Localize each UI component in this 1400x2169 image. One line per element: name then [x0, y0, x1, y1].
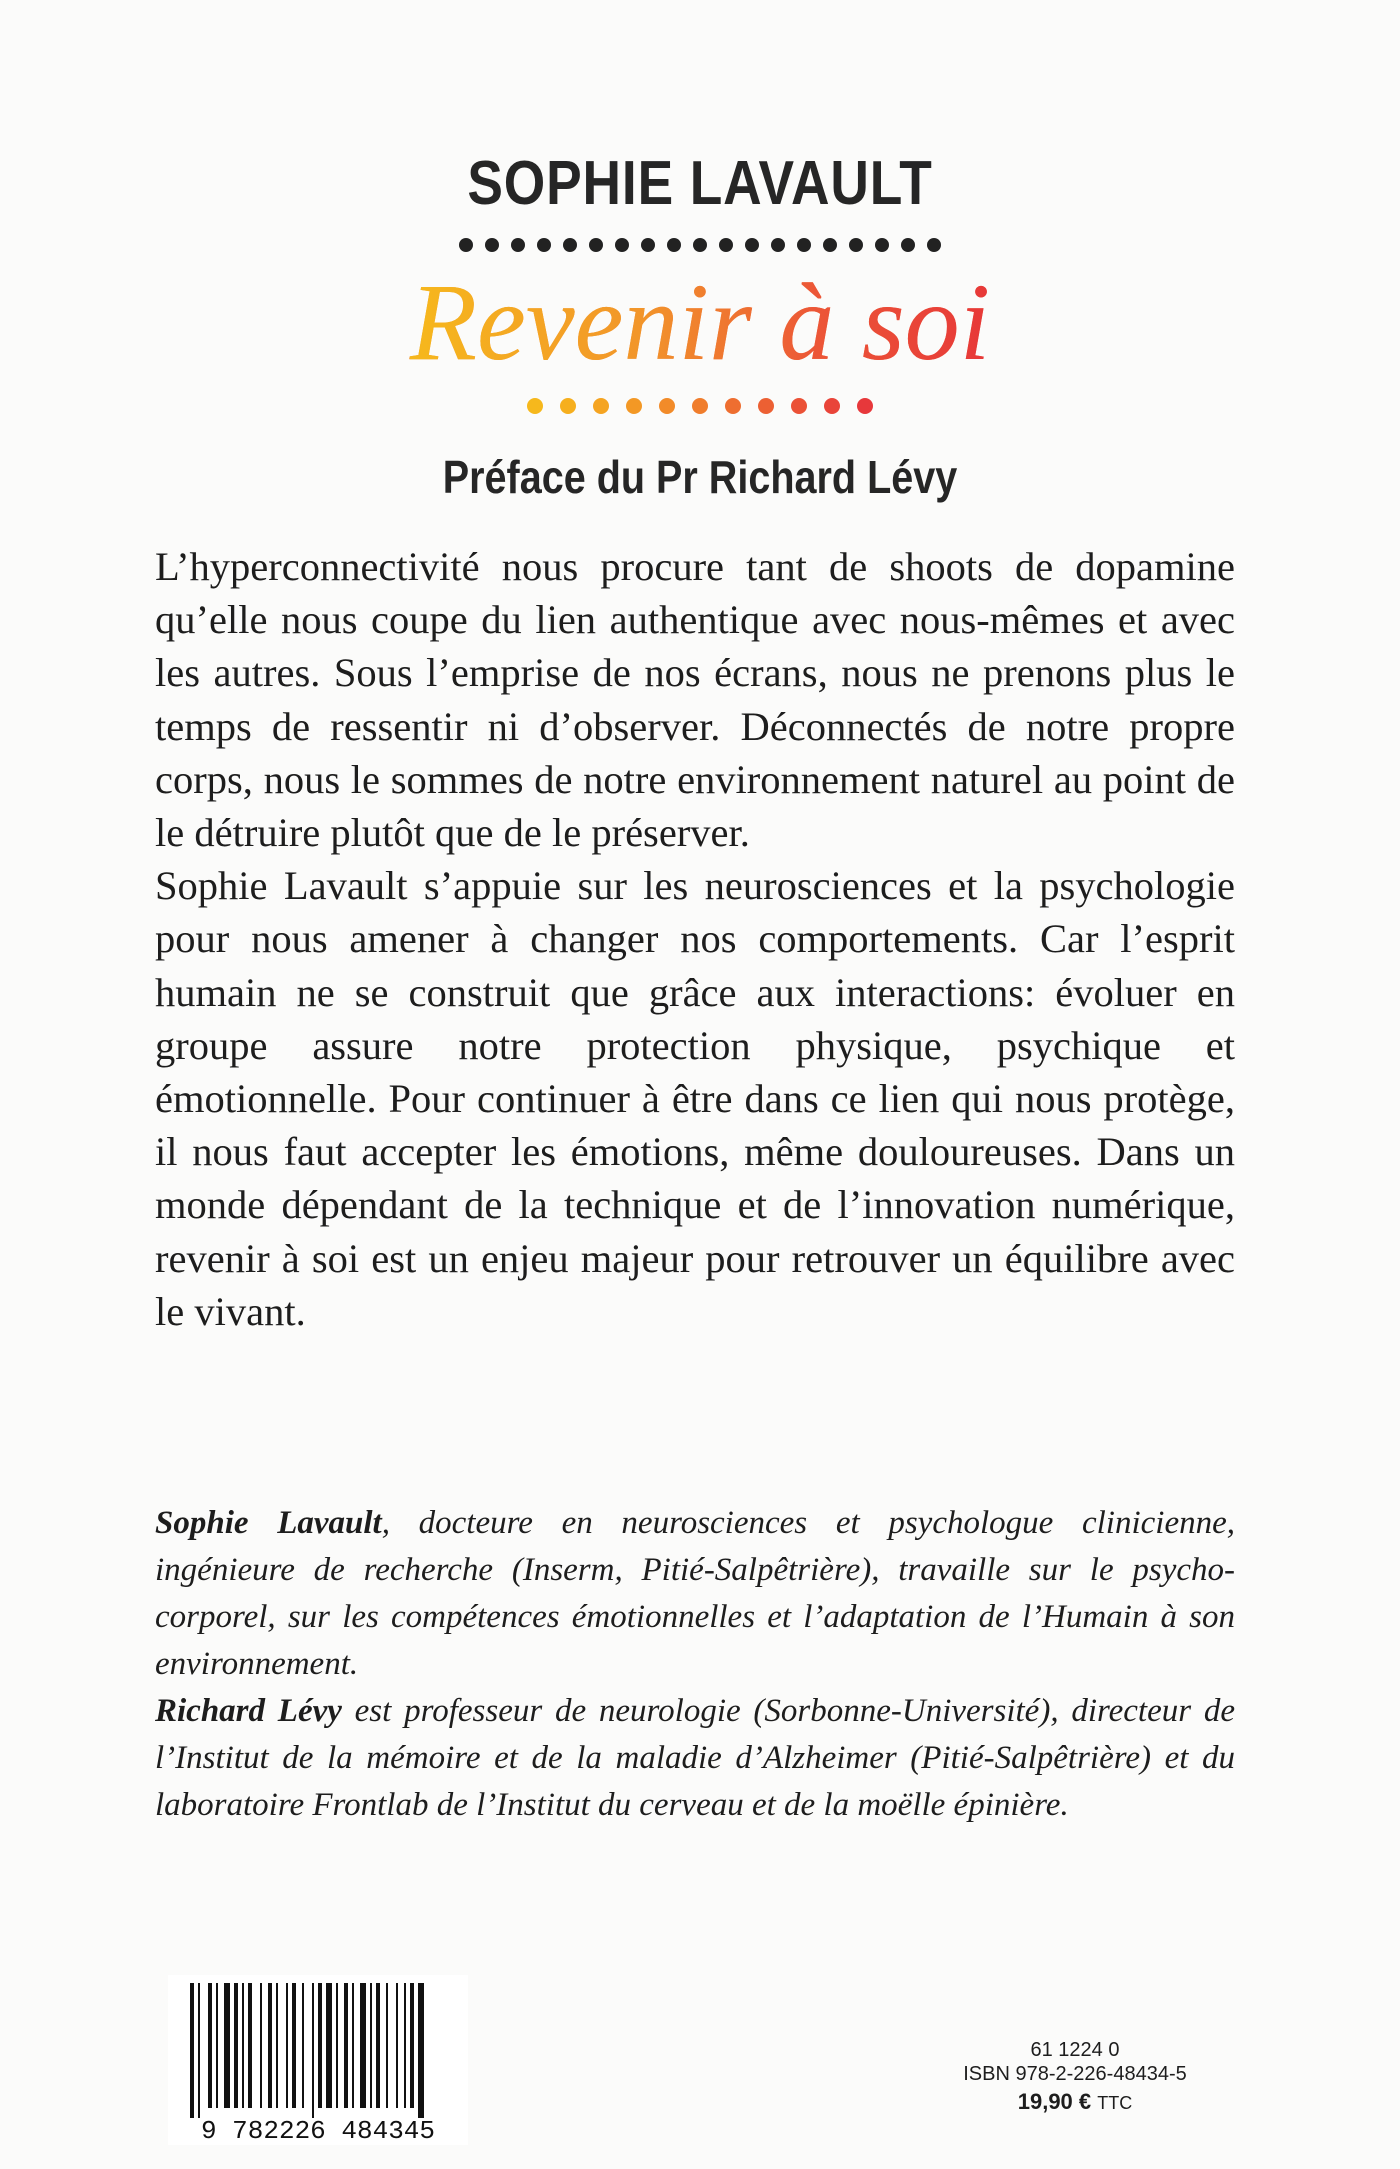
- barcode-bar: [302, 1983, 304, 2108]
- barcode-bar: [336, 1983, 338, 2108]
- barcode-bar: [370, 1983, 372, 2108]
- separator-dot: [758, 398, 774, 414]
- barcode-bar: [410, 1983, 414, 2108]
- barcode-bar: [276, 1983, 278, 2108]
- barcode-bar: [208, 1983, 212, 2108]
- separator-dot: [560, 398, 576, 414]
- separator-dot: [593, 398, 609, 414]
- product-code: 61 1224 0: [1030, 2039, 1120, 2061]
- bio-text: est professeur de neurologie (Sorbonne-Université), directeur de l’Institut de la mémoire et de la maladie d’Alzheimer (Pitié-Salpêtrière) et du laboratoire Frontlab de l’Institut du cerveau et de la moëlle épinière.: [155, 1693, 1235, 1823]
- barcode-bar: [286, 1983, 288, 2108]
- barcode-digits: 9 782226 484345: [200, 2116, 436, 2145]
- barcode-bar: [344, 1983, 348, 2108]
- bio-name: Richard Lévy: [155, 1693, 342, 1729]
- barcode-bar: [190, 1983, 194, 2118]
- barcode-bar: [360, 1983, 366, 2108]
- separator-dot: [725, 398, 741, 414]
- barcode-bar: [198, 1983, 200, 2118]
- barcode-bar: [318, 1983, 322, 2108]
- barcode-bar: [260, 1983, 262, 2108]
- barcode-bar: [216, 1983, 218, 2108]
- barcode-bar: [396, 1983, 398, 2108]
- isbn-number: ISBN 978-2-226-48434-5: [963, 2063, 1187, 2085]
- bio-paragraph: [155, 1688, 1235, 1829]
- separator-dot: [527, 398, 543, 414]
- separator-dot: [824, 398, 840, 414]
- separator-dot: [791, 398, 807, 414]
- author-name: SOPHIE LAVAULT: [467, 149, 933, 218]
- summary-paragraph: Sophie Lavault s’appuie sur les neurosciences et la psychologie pour nous amener à changer nos comportements. Car l’esprit humain ne se construit que grâce aux interactions: évoluer en groupe assure notre protection physique, psychique et émotionnelle. Pour continuer à être dans ce lien qui nous protège, il nous faut accepter les émotions, même douloureuses. Dans un monde dépendant de la technique et de l’innovation numérique, revenir à soi est un enjeu majeur pour retrouver un équilibre avec le vivant.: [155, 863, 1235, 1334]
- separator-dot: [857, 398, 873, 414]
- barcode-bar: [234, 1983, 238, 2108]
- barcode-bar: [404, 1983, 406, 2108]
- book-title-text: Revenir à soi: [409, 261, 991, 383]
- book-title: [0, 262, 1400, 383]
- summary-paragraph: L’hyperconnectivité nous procure tant de shoots de dopamine qu’elle nous coupe du lien authentique avec nous-mêmes et avec les autres. Sous l’emprise de nos écrans, nous ne prenons plus le temps de ressentir ni d’observer. Déconnectés de notre propre corps, nous le sommes de notre environnement naturel au point de le détruire plutôt que de le préserver.: [155, 544, 1235, 856]
- preface-credit: Préface du Pr Richard Lévy: [442, 451, 958, 503]
- barcode-bar: [242, 1983, 244, 2108]
- barcode-bar: [248, 1983, 252, 2108]
- separator-dot: [659, 398, 675, 414]
- bio-name: Sophie Lavault: [155, 1505, 382, 1541]
- barcode-bar: [352, 1983, 354, 2108]
- bio-text: , docteure en neurosciences et psychologue clinicienne, ingénieure de recherche (Inserm, Pitié-Salpêtrière), travaille sur le psycho-corporel, sur les compétences émotionnelles et l’adaptation de l’Humain à son environnement.: [155, 1505, 1235, 1682]
- separator-dot: [626, 398, 642, 414]
- barcode-bar: [376, 1983, 380, 2108]
- dotted-separator-colored: [0, 398, 1400, 414]
- isbn-barcode: [168, 1975, 468, 2145]
- summary-text: [155, 540, 1235, 1338]
- price-suffix: TTC: [1097, 2093, 1133, 2113]
- author-bios: [155, 1500, 1235, 1829]
- price-info: [945, 2038, 1205, 2115]
- separator-dot: [692, 398, 708, 414]
- price-value: 19,90 €: [1017, 2089, 1092, 2114]
- dotted-separator-top: [0, 238, 1400, 252]
- price: [945, 2090, 1205, 2115]
- barcode-bar: [268, 1983, 272, 2108]
- barcode-bar: [312, 1983, 314, 2118]
- barcode-bar: [224, 1983, 230, 2108]
- barcode-bar: [326, 1983, 332, 2108]
- bio-paragraph: [155, 1500, 1235, 1688]
- barcode-bar: [292, 1983, 296, 2108]
- barcode-bar: [418, 1983, 424, 2118]
- barcode-bar: [386, 1983, 388, 2108]
